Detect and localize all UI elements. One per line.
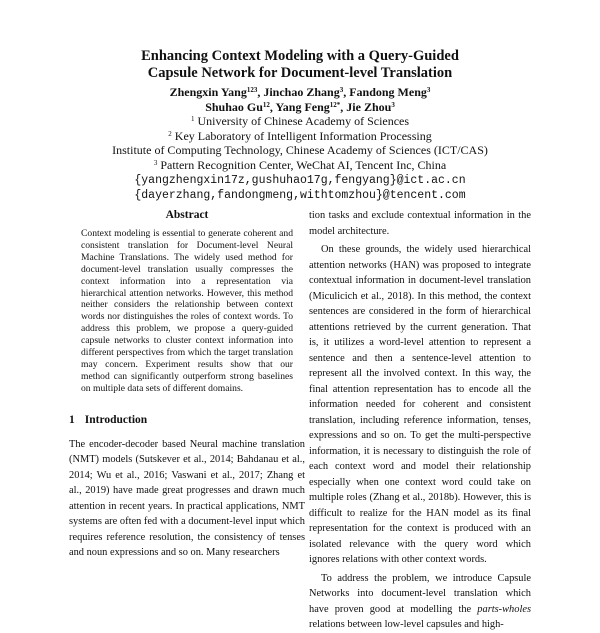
email-line-1: {yangzhengxin17z,gushuhao17g,fengyang}@ict.ac.cn	[134, 173, 466, 187]
affiliation-sup: 1	[190, 115, 195, 124]
affiliation-text: Key Laboratory of Intelligent Information Processing	[171, 128, 432, 143]
section-heading-introduction	[69, 413, 305, 427]
han-paragraph: On these grounds, the widely used hierarchical attention networks (HAN) was proposed to integrate contextual information in document-level translation (Miculicich et al., 2018). In this method, the context sentences are considered in the form of hierarchical attentions retrieved by the current generation. That is, it utilizes a word-level attention to represent a sentence and then a sentence-level attention to represent all the involved context. In this way, the final attention representation has to encode all the information needed for coherent and consistent translation, including reference information, tenses, expressions and so on. To get the multi-perspective information, it is necessary to distinguish the role of each context word and model their relationship especially when one context word could take on multiple roles (Zhang et al., 2018b). However, this is difficult to realize for the HAN model as its final representation for the context is produced with an isolated relevance with the query word which ignores relations with other context words.	[309, 244, 531, 565]
affiliation-list	[0, 114, 600, 172]
intro-paragraph: The encoder-decoder based Neural machine translation (NMT) models (Sutskever et al., 2014; Bahdanau et al., 2014; Wu et al., 2016; Vaswani et al., 2017; Zhang et al., 2019) have made great progresses and drawn much attention in recent years. In practical applications, NMT systems are often fed with a document-level input which requires reference resolution, the consistency of tenses and noun expressions and so on. Many researchers	[69, 438, 305, 559]
affiliation-sup: 3	[153, 158, 158, 167]
email-list	[0, 173, 600, 203]
author-name: , Yang Feng	[269, 99, 330, 114]
abstract-body: Context modeling is essential to generate coherent and consistent translation for Document-level Neural Machine Translations. The widely used method for document-level translation usually compresses the context information into a representation via hierarchical attention networks. However, this method neither considers the relationship between context words nor distinguishes the roles of context words. To address this problem, we propose a query-guided capsule networks to cluster context information into different perspectives from which the target translation may concern. Experiment results show that our method can significantly outperform strong baselines on multiple data sets of different domains.	[81, 228, 293, 394]
author-sup: 12	[262, 100, 270, 109]
author-sup: 12*	[329, 100, 341, 109]
capsule-paragraph	[309, 571, 531, 633]
author-sup: 3	[426, 86, 431, 94]
author-name: Shuhao Gu	[205, 99, 263, 114]
author-sup: 3	[339, 86, 344, 94]
affiliation-line	[0, 114, 600, 129]
paper-title	[0, 48, 600, 82]
abstract-heading: Abstract	[165, 209, 209, 221]
author-name: Zhengxin Yang	[169, 85, 247, 99]
email-line-2: {dayerzhang,fandongmeng,withtomzhou}@tencent.com	[134, 188, 466, 202]
capsule-text-em: parts-wholes	[477, 603, 531, 615]
section-title: Introduction	[84, 413, 148, 426]
affiliation-line	[0, 143, 600, 158]
section-number: 1	[69, 413, 75, 426]
affiliation-sup: 2	[168, 129, 172, 138]
paper-header	[0, 48, 600, 203]
continued-paragraph: tion tasks and exclude contextual information in the model architecture.	[309, 210, 531, 237]
title-line-1: Enhancing Context Modeling with a Query-Guided	[141, 48, 459, 64]
author-sup: 123	[246, 86, 258, 94]
capsule-text-b: relations between low-level capsules and high-	[309, 619, 504, 630]
affiliation-text: University of Chinese Academy of Sciences	[194, 114, 410, 129]
affiliation-line	[0, 129, 600, 144]
left-column	[69, 208, 305, 561]
author-list	[0, 85, 600, 114]
author-name: , Jinchao Zhang	[257, 85, 340, 99]
right-column	[309, 208, 531, 633]
author-name: , Jie Zhou	[340, 99, 392, 114]
affiliation-line	[0, 158, 600, 173]
author-name: , Fandong Meng	[343, 85, 427, 99]
author-sup: 3	[391, 100, 395, 109]
capsule-text-a: To address the problem, we introduce Capsule Networks into document-level translation which have proven good at modelling the	[309, 572, 531, 615]
author-line-1	[0, 85, 600, 100]
affiliation-text: Institute of Computing Technology, Chinese Academy of Sciences (ICT/CAS)	[112, 143, 488, 158]
title-line-2: Capsule Network for Document-level Translation	[147, 65, 453, 81]
author-line-2	[0, 100, 600, 115]
affiliation-text: Pattern Recognition Center, WeChat AI, Tencent Inc, China	[157, 157, 447, 172]
